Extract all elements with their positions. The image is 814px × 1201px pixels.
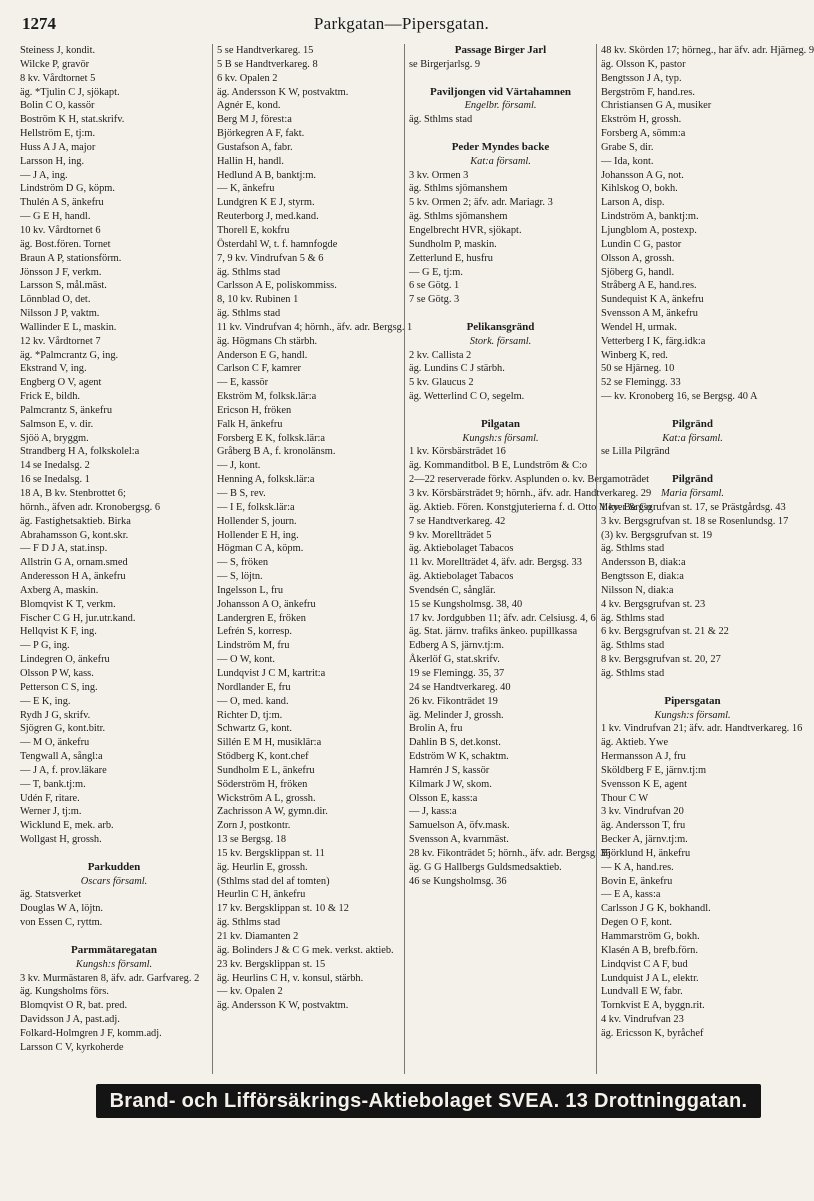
entry-line: Berg M J, förest:a: [217, 114, 292, 126]
entry-line: Svensson A M, änkefru: [601, 308, 698, 320]
entry-line: Carlson C F, kamrer: [217, 363, 302, 375]
entry-line: 15 se Kungsholmsg. 38, 40: [409, 598, 523, 610]
entry-line: Johansson A O, änkefru: [217, 598, 316, 610]
entry-line: Stråberg A E, hand.res.: [601, 280, 697, 292]
entry-line: äg. Sthlms stad: [217, 917, 281, 929]
entry-line: Ekstrand V, ing.: [20, 363, 87, 375]
entry-line: Gråberg B A, f. kronolänsm.: [217, 446, 336, 458]
entry-line: — F D J A, stat.insp.: [20, 543, 108, 555]
entry-line: Zorn J, postkontr.: [217, 820, 291, 832]
entry-line: Zachrisson A W, gymn.dir.: [217, 806, 328, 818]
entry-line: Kilmark J W, skom.: [409, 778, 492, 790]
entry-line: Blomqvist K T, verkm.: [20, 598, 116, 610]
entry-line: 8 kv. Vårdtornet 5: [20, 72, 96, 84]
entry-line: Nilsson J P, vaktm.: [20, 308, 100, 320]
entry-line: — J A, ing.: [20, 169, 68, 181]
entry-line: Frick E, bildh.: [20, 391, 81, 403]
entry-line: äg. Sthlms stad: [409, 114, 473, 126]
entry-line: [409, 127, 592, 141]
entry-line: Sundequist K A, änkefru: [601, 294, 704, 306]
entry-line: Lundgren K E J, styrm.: [217, 197, 315, 209]
entry-line: [601, 681, 784, 695]
entry-line: 12 kv. Vårdtornet 7: [20, 335, 101, 347]
entry-line: Degen O F, kont.: [601, 917, 673, 929]
entry-line: 19 se Flemingg. 35, 37: [409, 667, 505, 679]
entry-line: Söderström H, fröken: [217, 778, 308, 790]
entry-line: Larsson C V, kyrkoherde: [20, 1041, 124, 1053]
entry-line: Sillén E M H, musiklär:a: [217, 737, 322, 749]
entry-line: Forsberg E K, folksk.lär:a: [217, 432, 326, 444]
entry-line: Hammarström G, bokh.: [601, 931, 700, 942]
entry-line: äg. Bost.fören. Tornet: [20, 238, 111, 250]
parish-label: Kungsh:s församl.: [654, 709, 731, 721]
entry-line: Landergren E, fröken: [217, 612, 306, 624]
entry-line: — O, med. kand.: [217, 695, 289, 707]
entry-line: Svensson A, kvarnmäst.: [409, 834, 509, 846]
entry-line: Anderesson H A, änkefru: [20, 571, 126, 583]
entry-line: Sköldberg F E, järnv.tj:m: [601, 764, 707, 776]
entry-line: äg. Olsson K, pastor: [601, 58, 686, 70]
entry-line: äg. Aktieb. Fören. Konstgjuterierna f. d. Otto Meyer & Co: [409, 501, 652, 513]
entry-line: Ericson H, fröken: [217, 404, 292, 416]
entry-line: — O W, kont.: [217, 654, 276, 666]
entry-line: — J, kass:a: [409, 806, 457, 818]
street-heading: Passage Birger Jarl: [454, 44, 547, 56]
entry-line: Falk H, änkefru: [217, 418, 283, 430]
entry-line: 3 kv. Murmästaren 8, äfv. adr. Garfvareg. 2: [20, 972, 200, 984]
entry-line: — kv. Opalen 2: [217, 986, 283, 998]
entry-line: 8 kv. Bergsgrufvan st. 20, 27: [601, 654, 721, 666]
directory-columns: [20, 44, 814, 1074]
entry-line: von Essen C, ryttm.: [20, 917, 103, 929]
entry-line: 7 se Götg. 3: [409, 294, 460, 306]
entry-line: 8, 10 kv. Rubinen 1: [217, 294, 299, 306]
entry-line: äg. Stat. järnv. trafiks änkeo. pupillkassa: [409, 626, 578, 638]
entry-line: 26 kv. Fikonträdet 19: [409, 695, 498, 707]
entry-line: — T, bank.tj:m.: [20, 778, 86, 790]
entry-line: Samuelson A, öfv.mask.: [409, 820, 510, 832]
entry-line: Huss A J A, major: [20, 141, 96, 153]
entry-line: hörnh., äfven adr. Kronobergsg. 6: [20, 501, 161, 513]
entry-line: Hollender E H, ing.: [217, 529, 299, 541]
entry-line: Bovin E, änkefru: [601, 875, 673, 887]
entry-line: äg. Sthlms sjömanshem: [409, 183, 508, 195]
entry-line: Blomqvist O R, bat. pred.: [20, 1000, 128, 1012]
entry-line: [601, 404, 784, 418]
entry-line: (Sthlms stad del af tomten): [217, 875, 330, 887]
entry-line: Zetterlund E, husfru: [409, 252, 493, 264]
entry-line: Edberg A S, järnv.tj:m.: [409, 640, 504, 652]
entry-line: — E K, ing.: [20, 695, 71, 707]
entry-line: Björkegren A F, fakt.: [217, 128, 305, 140]
entry-line: Udén F, ritare.: [20, 792, 80, 804]
entry-line: 17 kv. Bergsklippan st. 10 & 12: [217, 903, 349, 915]
entry-line: Thour C W: [601, 792, 649, 804]
street-heading: Pelikansgränd: [466, 320, 535, 333]
street-heading: Parmmätaregatan: [71, 943, 157, 956]
entry-line: — E A, kass:a: [601, 889, 661, 901]
entry-line: 23 kv. Bergsklippan st. 15: [217, 958, 326, 970]
entry-line: 2—22 reserverade förkv. Asplunden o. kv. Bergamoträdet: [409, 474, 649, 486]
entry-line: Sjöberg G, handl.: [601, 266, 675, 278]
entry-line: Dahlin B S, det.konst.: [409, 737, 501, 749]
entry-line: [601, 459, 784, 473]
entry-line: 48 kv. Skörden 17; hörneg., har äfv. adr. Hjärneg. 9: [601, 45, 814, 56]
entry-line: — J, kont.: [217, 460, 261, 472]
entry-line: Kihlskog O, bokh.: [601, 183, 678, 195]
entry-line: äg. Aktiebolaget Tabacos: [409, 543, 514, 555]
entry-line: 7 se Handtverkareg. 42: [409, 515, 506, 527]
parish-label: Engelbr. församl.: [464, 100, 537, 112]
entry-line: 6 se Götg. 1: [409, 280, 460, 292]
entry-line: Fischer C G H, jur.utr.kand.: [20, 612, 136, 624]
entry-line: — G E, tj:m.: [409, 266, 463, 278]
entry-line: 9 kv. Morellträdet 5: [409, 529, 492, 541]
street-heading: Pilgatan: [480, 417, 521, 430]
entry-line: Olsson P W, kass.: [20, 667, 94, 679]
entry-line: — S, löjtn.: [217, 571, 263, 583]
entry-line: Werner J, tj:m.: [20, 806, 82, 818]
entry-line: 1 kv. Körsbärsträdet 16: [409, 446, 506, 458]
entry-line: 52 se Flemingg. 33: [601, 377, 681, 389]
entry-line: Ekström M, folksk.lär:a: [217, 391, 317, 403]
entry-line: äg. Wetterlind C O, segelm.: [409, 391, 525, 403]
entry-line: Carlsson A E, poliskommiss.: [217, 280, 337, 292]
entry-line: — kv. Kronoberg 16, se Bergsg. 40 A: [601, 391, 758, 403]
column-1: [20, 44, 212, 1074]
entry-line: äg. Lundins C J stärbh.: [409, 363, 505, 375]
entry-line: 16 se Inedalsg. 1: [20, 474, 90, 486]
entry-line: [20, 847, 208, 861]
entry-line: Lindström A, banktj:m.: [601, 211, 699, 223]
entry-line: Johansson A G, not.: [601, 169, 684, 181]
entry-line: 17 kv. Jordgubben 11; äfv. adr. Celsiusg. 4, 6: [409, 612, 596, 624]
parish-label: Kungsh:s församl.: [462, 432, 539, 444]
entry-line: Bengtsson E, diak:a: [601, 571, 684, 583]
entry-line: 6 kv. Bergsgrufvan st. 21 & 22: [601, 626, 729, 638]
entry-line: Olsson E, kass:a: [409, 792, 478, 804]
entry-line: Lundquist J A L, elektr.: [601, 972, 699, 984]
street-heading: Peder Myndes backe: [451, 140, 550, 153]
entry-line: 6 kv. Opalen 2: [217, 72, 278, 84]
entry-line: Steiness J, kondit.: [20, 45, 96, 56]
entry-line: äg. Högmans Ch stärbh.: [217, 335, 318, 347]
entry-line: 3 kv. Körsbärsträdet 9; hörnh., äfv. adr. Handtverkareg. 29: [409, 488, 652, 499]
entry-line: äg. Sthlms stad: [601, 612, 665, 624]
entry-line: 4 kv. Vindrufvan 23: [601, 1014, 684, 1026]
entry-line: Jönsson J F, verkm.: [20, 266, 102, 278]
entry-line: Schwartz G, kont.: [217, 723, 293, 735]
entry-line: Svendsén C, sånglär.: [409, 584, 496, 596]
entry-line: Abrahamsson G, kont.skr.: [20, 529, 129, 541]
entry-line: Nordlander E, fru: [217, 681, 291, 693]
entry-line: Vetterberg I K, färg.idk:a: [601, 335, 706, 347]
entry-line: Lönnblad O, det.: [20, 294, 91, 306]
entry-line: Folkard-Holmgren J F, komm.adj.: [20, 1027, 162, 1039]
street-heading: Pipersgatan: [664, 694, 721, 707]
parish-label: Maria församl.: [661, 488, 724, 499]
entry-line: Larsson S, mål.mäst.: [20, 280, 107, 292]
entry-line: Wilcke P, gravör: [20, 58, 90, 70]
page-title: Parkgatan—Pipersgatan.: [313, 14, 490, 33]
entry-line: Åkerlöf G, stat.skrifv.: [409, 654, 500, 666]
entry-line: 3 kv. Bergsgrufvan st. 18 se Rosenlundsg. 17: [601, 515, 789, 527]
parish-label: Stork. församl.: [469, 335, 532, 347]
entry-line: 24 se Handtverkareg. 40: [409, 681, 511, 693]
entry-line: Lindström D G, köpm.: [20, 183, 115, 195]
street-heading: Pilgränd: [672, 417, 713, 430]
entry-line: 13 se Bergsg. 18: [217, 834, 287, 846]
entry-line: 50 se Hjärneg. 10: [601, 363, 675, 375]
entry-line: Hermansson A J, fru: [601, 751, 686, 763]
entry-line: 15 kv. Bergsklippan st. 11: [217, 847, 325, 859]
entry-line: — M O, änkefru: [20, 737, 90, 749]
entry-line: äg. Andersson K W, postvaktm.: [217, 1000, 349, 1012]
entry-line: Ljungblom A, postexp.: [601, 224, 697, 236]
entry-line: Stödberg K, kont.chef: [217, 751, 309, 763]
entry-line: Österdahl W, t. f. hamnfogde: [217, 238, 338, 250]
entry-line: Andersson B, diak:a: [601, 557, 686, 569]
entry-line: Tengwall A, sångl:a: [20, 751, 103, 763]
entry-line: äg. Sthlms stad: [601, 640, 665, 652]
entry-line: Hedlund A B, banktj:m.: [217, 169, 316, 181]
entry-line: Hellström E, tj:m.: [20, 128, 96, 140]
entry-line: Ekström H, grossh.: [601, 114, 682, 126]
entry-line: äg. Melinder J, grossh.: [409, 709, 504, 721]
entry-line: [20, 930, 208, 944]
entry-line: Bengtsson J A, typ.: [601, 72, 682, 84]
entry-line: Svensson K E, agent: [601, 778, 688, 790]
entry-line: Lefrén S, korresp.: [217, 626, 293, 638]
entry-line: Agnér E, kond.: [217, 100, 281, 112]
entry-line: Brolin A, fru: [409, 723, 463, 735]
entry-line: 3 kv. Vindrufvan 20: [601, 806, 684, 818]
entry-line: Salmson E, v. dir.: [20, 418, 94, 430]
entry-line: [409, 307, 592, 321]
column-2: [212, 44, 413, 1074]
parish-label: Oscars församl.: [80, 875, 148, 887]
entry-line: äg. Kommanditbol. B E, Lundström & C:o: [409, 460, 588, 472]
entry-line: Högman C A, köpm.: [217, 543, 304, 555]
entry-line: — I E, folksk.lär:a: [217, 501, 295, 513]
entry-line: äg. G G Hallbergs Guldsmedsaktieb.: [409, 861, 562, 873]
entry-line: Douglas W A, löjtn.: [20, 903, 104, 915]
entry-line: Rydh J G, skrifv.: [20, 709, 91, 721]
entry-line: Heurlin C H, änkefru: [217, 889, 306, 901]
entry-line: 5 kv. Glaucus 2: [409, 377, 474, 389]
entry-line: 4 kv. Bergsgrufvan st. 23: [601, 598, 706, 610]
entry-line: Henning A, folksk.lär:a: [217, 474, 315, 486]
entry-line: Strandberg H A, folkskolel:a: [20, 446, 140, 458]
entry-line: Hamrén J S, kassör: [409, 764, 490, 776]
entry-line: Sjögren G, kont.bitr.: [20, 723, 106, 735]
entry-line: 14 se Inedalsg. 2: [20, 460, 90, 472]
entry-line: Lindström M, fru: [217, 640, 290, 652]
entry-line: Richter D, tj:m.: [217, 709, 283, 721]
entry-line: Reuterborg J, med.kand.: [217, 211, 319, 223]
street-heading: Parkudden: [87, 860, 141, 873]
entry-line: Thulén A S, änkefru: [20, 197, 104, 209]
entry-line: [409, 404, 592, 418]
street-heading: Paviljongen vid Värtahamnen: [430, 85, 571, 98]
entry-line: 5 kv. Ormen 2; äfv. adr. Mariagr. 3: [409, 197, 553, 209]
entry-line: Christiansen G A, musiker: [601, 100, 712, 112]
entry-line: Carlsson J G K, bokhandl.: [601, 903, 711, 915]
entry-line: Lindqvist C A F, bud: [601, 958, 688, 970]
entry-line: Boström K H, stat.skrifv.: [20, 114, 125, 126]
entry-line: äg. Andersson K W, postvaktm.: [217, 86, 349, 98]
entry-line: Sjöö A, bryggm.: [20, 432, 89, 444]
entry-line: Palmcrantz S, änkefru: [20, 404, 113, 416]
page-header: [22, 14, 781, 36]
entry-line: äg. Kungsholms förs.: [20, 986, 109, 998]
entry-line: Engberg O V, agent: [20, 377, 102, 389]
entry-line: — K, änkefru: [217, 183, 275, 195]
entry-line: Grabe S, dir.: [601, 141, 654, 153]
entry-line: äg. Bolinders J & C G mek. verkst. aktieb.: [217, 944, 394, 956]
entry-line: Larsson H, ing.: [20, 155, 85, 167]
entry-line: äg. *Palmcrantz G, ing.: [20, 349, 119, 361]
entry-line: Anderson E G, handl.: [217, 349, 308, 361]
entry-line: äg. Ericsson K, byråchef: [601, 1027, 704, 1039]
entry-line: Gustafson A, fabr.: [217, 141, 293, 153]
entry-line: Lundin C G, pastor: [601, 238, 682, 250]
entry-line: 3 kv. Ormen 3: [409, 169, 469, 181]
entry-line: — P G, ing.: [20, 640, 70, 652]
entry-line: Axberg A, maskin.: [20, 584, 99, 596]
entry-line: 2 kv. Callista 2: [409, 349, 472, 361]
entry-line: 21 kv. Diamanten 2: [217, 931, 299, 942]
entry-line: Wendel H, urmak.: [601, 321, 677, 333]
entry-line: Thorell E, kokfru: [217, 224, 290, 236]
entry-line: äg. Andersson T, fru: [601, 820, 686, 832]
entry-line: 18 A, B kv. Stenbrottet 6;: [20, 488, 126, 499]
entry-line: — S, fröken: [217, 557, 269, 569]
entry-line: Engelbrecht HVR, sjökapt.: [409, 224, 522, 236]
entry-line: äg. Heurlin E, grossh.: [217, 861, 308, 873]
entry-line: (3) kv. Bergsgrufvan st. 19: [601, 529, 713, 541]
entry-line: Becker A, järnv.tj:m.: [601, 834, 688, 846]
entry-line: Forsberg A, sömm:a: [601, 128, 686, 140]
entry-line: 7, 9 kv. Vindrufvan 5 & 6: [217, 252, 324, 264]
entry-line: Lundqvist J C M, kartrit:a: [217, 667, 326, 679]
parish-label: Kungsh:s församl.: [75, 958, 153, 970]
entry-line: — B S, rev.: [217, 488, 266, 499]
entry-line: äg. Fastighetsaktieb. Birka: [20, 515, 131, 527]
entry-line: äg. Aktiebolaget Tabacos: [409, 571, 514, 583]
entry-line: — E, kassör: [217, 377, 269, 389]
entry-line: Wollgast H, grossh.: [20, 834, 102, 846]
entry-line: Davidsson J A, past.adj.: [20, 1014, 120, 1026]
entry-line: Wickström A L, grossh.: [217, 792, 316, 804]
entry-line: Hollender S, journ.: [217, 515, 297, 527]
entry-line: Sundholm E L, änkefru: [217, 764, 315, 776]
entry-line: Hallin H, handl.: [217, 155, 284, 167]
entry-line: — G E H, handl.: [20, 211, 91, 223]
entry-line: Allstrin G A, ornam.smed: [20, 557, 128, 569]
entry-line: äg. Heurlins C H, v. konsul, stärbh.: [217, 972, 364, 984]
entry-line: 1 kv. Vindrufvan 21; äfv. adr. Handtverkareg. 16: [601, 723, 803, 735]
entry-line: 5 B se Handtverkareg. 8: [217, 58, 318, 70]
entry-line: Edström W K, schaktm.: [409, 751, 509, 763]
entry-line: 11 kv. Vindrufvan 4; hörnh., äfv. adr. Bergsg. 1: [217, 321, 413, 333]
entry-line: 10 kv. Vårdtornet 6: [20, 224, 101, 236]
entry-line: äg. Sthlms stad: [217, 266, 281, 278]
parish-label: Kat:a församl.: [470, 155, 531, 167]
entry-line: Olsson A, grossh.: [601, 252, 675, 264]
entry-line: Ingelsson L, fru: [217, 584, 284, 596]
entry-line: Winberg K, red.: [601, 349, 668, 361]
entry-line: — K A, hand.res.: [601, 861, 674, 873]
entry-line: — J A, f. prov.läkare: [20, 764, 107, 776]
column-4: [596, 44, 814, 1074]
entry-line: Nilsson N, diak:a: [601, 584, 674, 596]
entry-line: Bergström F, hand.res.: [601, 86, 695, 98]
entry-line: Björklund H, änkefru: [601, 847, 691, 859]
entry-line: äg. *Tjulin C J, sjökapt.: [20, 86, 120, 98]
entry-line: [409, 72, 592, 86]
entry-line: Tornkvist E A, byggn.rit.: [601, 1000, 705, 1012]
entry-line: äg. Aktieb. Ywe: [601, 737, 669, 749]
entry-line: Wallinder E L, maskin.: [20, 321, 117, 333]
entry-line: Sundholm P, maskin.: [409, 238, 497, 250]
street-heading: Pilgränd: [672, 473, 713, 486]
entry-line: Hellqvist K F, ing.: [20, 626, 97, 638]
entry-line: se Lilla Pilgränd: [601, 446, 670, 458]
entry-line: 5 se Handtverkareg. 15: [217, 45, 314, 56]
entry-line: 46 se Kungsholmsg. 36: [409, 875, 507, 887]
entry-line: — Ida, kont.: [601, 155, 654, 167]
entry-line: 1 kv. Bergsgrufvan st. 17, se Prästgårdsg. 43: [601, 501, 786, 513]
entry-line: 28 kv. Fikonträdet 5; hörnh., äfv. adr. Bergsg. 35: [409, 847, 611, 859]
entry-line: se Birgerjarlsg. 9: [409, 58, 481, 70]
entry-line: äg. Sthlms sjömanshem: [409, 211, 508, 223]
entry-line: äg. Sthlms stad: [217, 308, 281, 320]
entry-line: Petterson C S, ing.: [20, 681, 98, 693]
entry-line: Bolin C O, kassör: [20, 100, 95, 112]
entry-line: äg. Sthlms stad: [601, 543, 665, 555]
entry-line: Lundvall E W, fabr.: [601, 986, 683, 998]
page-number: 1274: [22, 14, 56, 33]
advertisement-banner: Brand- och Lifförsäkrings-Aktiebolaget SVEA. 13 Drottninggatan.: [96, 1084, 761, 1118]
entry-line: äg. Statsverket: [20, 889, 82, 901]
entry-line: Braun A P, stationsförm.: [20, 252, 122, 264]
entry-line: Lindegren O, änkefru: [20, 654, 110, 666]
entry-line: äg. Sthlms stad: [601, 667, 665, 679]
entry-line: Wicklund E, mek. arb.: [20, 820, 114, 832]
parish-label: Kat:a församl.: [662, 432, 723, 444]
entry-line: Larson A, disp.: [601, 197, 665, 209]
entry-line: 11 kv. Morellträdet 4, äfv. adr. Bergsg. 33: [409, 557, 582, 569]
entry-line: Klasén A B, brefb.förn.: [601, 944, 698, 956]
